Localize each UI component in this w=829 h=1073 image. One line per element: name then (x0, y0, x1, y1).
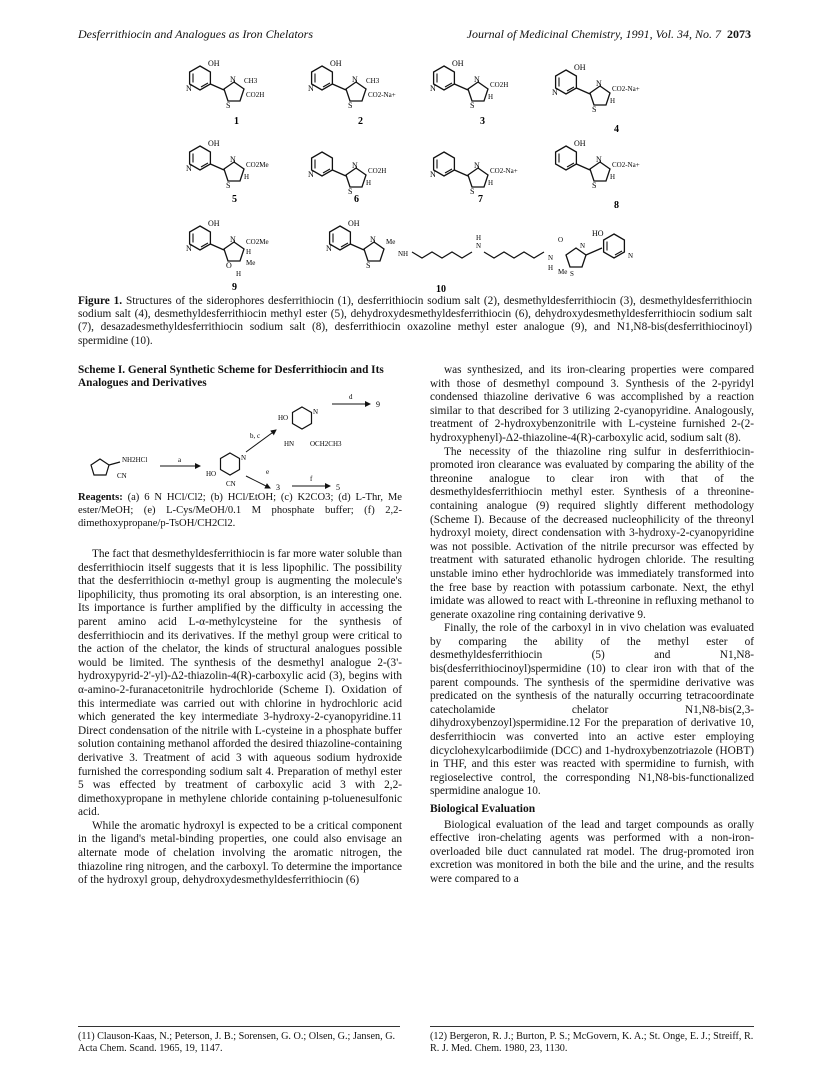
atom-label: H (610, 173, 616, 181)
scheme-title (78, 364, 398, 390)
compound-1-structure (186, 59, 264, 110)
atom-label: H (236, 270, 242, 278)
atom-label: CO2Me (246, 238, 269, 246)
atom-label: H (244, 173, 250, 181)
paragraph: While the aromatic hydroxyl is expected to be a critical component in the ligand's metal-binding properties, one could also envisage an alternate mode of chelation involving the aromatic nitrogen, the thiazoline ring nitrogen, and the carboxyl. To determine the importance of the hydroxyl group, dehydroxydesmethyldesferrithiocin (6) (78, 819, 402, 887)
atom-label: OH (348, 219, 360, 228)
compound-10-structure (326, 219, 633, 278)
figure-caption (78, 295, 752, 348)
atom-label: N (476, 242, 482, 250)
running-header-left: Desferrithiocin and Analogues as Iron Chelators (78, 27, 313, 41)
atom-label: CO2-Na+ (368, 91, 396, 99)
atom-label: O (226, 261, 232, 270)
atom-label: S (570, 270, 574, 278)
atom-label: OH (208, 219, 220, 228)
right-column (430, 364, 754, 887)
paragraph: Biological evaluation of the lead and target compounds as orally effective iron-chelating agents was performed with a non-iron-overloaded bile duct cannulated rat model. The drug-promoted iron excretion was monitored in both the bile and the urine, and the results were compared to a (430, 818, 754, 885)
atom-label: N (326, 244, 332, 253)
atom-label: N (628, 252, 634, 260)
compound-label-4: 4 (614, 124, 619, 135)
atom-label: OH (574, 139, 586, 148)
atom-label: CO2H (246, 91, 265, 99)
atom-label: H (476, 234, 482, 242)
compound-label-1: 1 (234, 116, 239, 127)
atom-label: S (366, 261, 371, 270)
footnote-12: (12) Bergeron, R. J.; Burton, P. S.; McGovern, K. A.; St. Onge, E. J.; Streiff, R. R. J. Med. Chem. 1980, 23, 1130. (430, 1026, 754, 1056)
section-heading: Biological Evaluation (430, 803, 536, 815)
step-label-f: f (310, 475, 313, 483)
compound-label-3: 3 (480, 116, 485, 127)
compound-label-6: 6 (354, 194, 359, 205)
atom-label: Me (246, 259, 256, 267)
atom-label: N (430, 170, 436, 179)
group-label: CN (117, 472, 127, 480)
atom-label: N (230, 155, 236, 164)
atom-label: N (430, 84, 436, 93)
atom-label: N (352, 75, 358, 84)
atom-label: S (348, 187, 353, 196)
atom-label: S (226, 181, 231, 190)
imidate-intermediate (278, 407, 342, 448)
product-label-9: 9 (376, 400, 380, 409)
atom-label: OH (452, 59, 464, 68)
atom-label: N (308, 84, 314, 93)
group-label: CN (226, 480, 236, 488)
atom-label: O (558, 236, 564, 244)
journal-citation: Journal of Medicinal Chemistry, 1991, Vol. 34, No. 7 (466, 27, 721, 41)
group-label: NH2HCl (122, 456, 148, 464)
group-label: HO (206, 470, 217, 478)
atom-label: H (548, 264, 554, 272)
atom-label: Me (386, 238, 396, 246)
atom-label: S (348, 101, 353, 110)
compound-6-structure (308, 152, 386, 196)
group-label: HO (278, 414, 289, 422)
paragraph: The fact that desmethyldesferrithiocin is far more water soluble than desferrithiocin itself suggests that it is less lipophilic. The possibility that the desferrithiocin α-methyl group is augmenting the molecule's lipophilicity, thus promoting its oral absorption, is an interesting one. Its importance is further amplified by the difficulty in accessing the parent amino acid L-α-methylcysteine for the synthesis of desferrithiocin and its derivatives. If the methyl group were critical to the action of the chelator, the kinds of structural analogues possible would be limited. The synthesis of the desmethyl analogue 2-(3'-hydroxypyrid-2'-yl)-Δ2-thiazolin-4(R)-carboxylic acid (3), begins with α-amino-2-furanacetonitrile hydrochloride (Scheme I). Oxidation of this intermediate was carried out with chlorine in hydrochloric acid which generated the key intermediate 3-hydroxy-2-cyanopyridine.11 Direct condensation of the nitrile with L-cysteine in a phosphate buffer solution containing methanol afforded the desired thiazoline-containing derivative 3. Treatment of acid 3 with aqueous sodium hydroxide furnished the corresponding sodium salt 4. Preparation of methyl ester 5 was effected by treatment of carboxylic acid 3 with 2,2-dimethoxypropane in methylene chloride containing p-toluenesulfonic acid. (78, 548, 402, 819)
furan-starting-material (91, 456, 147, 480)
compound-4-structure (552, 63, 640, 114)
paragraph: was synthesized, and its iron-clearing properties were compared with those of desmethyl compound 3. Synthesis of the 2-pyridyl condensed thiazoline derivative 6 was accomplished by a reaction similar to that described for 3 utilizing 2-cyanopyridine. Analogously, treatment of 2-hydroxybenzonitrile with L-cysteine furnished 2-(2-hydroxyphenyl)-Δ2-thiazoline-4(R)-carboxylic acid, sodium salt (8). (430, 364, 754, 444)
atom-label: OH (330, 59, 342, 68)
figure-caption-text: Structures of the siderophores desferrithiocin (1), desferrithiocin sodium salt (2), desmethyldesferrithiocin (3), desmethyldesferrithiocin sodium salt (4), desmethyldesferrithiocin methyl ester (5), dehydroxydesmethyldesferrithiocin (6), dehydroxydesmethyldesferrithiocin sodium salt (7), desazadesmethyldesferrithiocin sodium salt (8), desferrithiocin oxazoline methyl ester analogue (9), and N1,N8-bis(desferrithiocinoyl) spermidine (10). (78, 295, 753, 347)
atom-label: N (596, 79, 602, 88)
page-number: 2073 (727, 27, 751, 41)
reagents-text: (a) 6 N HCl/Cl2; (b) HCl/EtOH; (c) K2CO3; (d) L-Thr, Me ester/MeOH; (e) L-Cys/MeOH/0.1 M phosphate buffer; (f) 2,2-dimethoxypropane/p-TsOH/CH2Cl2. (78, 492, 402, 529)
group-label: N (313, 408, 319, 416)
atom-label: N (308, 170, 314, 179)
scheme-title-text: General Synthetic Scheme for Desferrithiocin and Its Analogues and Derivatives (78, 364, 384, 390)
atom-label: Me (558, 268, 568, 276)
group-label: N (241, 454, 247, 462)
atom-label: N (548, 254, 554, 262)
paragraph: The necessity of the thiazoline ring sulfur in desferrithiocin-promoted iron clearance was evaluated by comparing the ability of the threonine analogue to clear iron with that of the desmethyldesferrithiocin methyl ester. Synthesis of a threonine-containing analogue (9) required slightly different methodology (Scheme I). Because of the decreased nucleophilicity of the threonyl hydroxyl moiety, direct condensation with 3-hydroxy-2-cyanopyridine was not possible. Activation of the nitrile precursor was effected by treatment with saturated ethanolic hydrogen chloride. The resulting unstable imino ether hydrochloride was immediately transformed into the free base by reaction with potassium carbonate. Next, the ethyl imidate was allowed to react with L-threonine in refluxing methanol to generate oxazoline ring containing derivative 9. (430, 445, 754, 621)
atom-label: H (488, 179, 494, 187)
compound-3-structure (430, 59, 508, 110)
figure-1-structures (0, 40, 829, 295)
atom-label: H (246, 248, 252, 256)
atom-label: N (352, 161, 358, 170)
atom-label: OH (208, 139, 220, 148)
footnote-11: (11) Clauson-Kaas, N.; Peterson, J. B.; Sorensen, G. O.; Olsen, G.; Jansen, G. Acta Chem. Scand. 1965, 19, 1147. (78, 1026, 400, 1056)
atom-label: S (592, 105, 597, 114)
atom-label: N (580, 242, 586, 250)
step-label-d: d (349, 393, 353, 401)
compound-label-10: 10 (436, 284, 446, 295)
compound-8-structure (556, 139, 640, 190)
hydroxycyanopyridine (206, 453, 246, 488)
compound-label-5: 5 (232, 194, 237, 205)
atom-label: CO2-Na+ (612, 161, 640, 169)
step-label-a: a (178, 456, 182, 464)
atom-label: H (488, 93, 494, 101)
atom-label: CO2H (490, 81, 509, 89)
reagents-label: Reagents: (78, 492, 123, 503)
atom-label: N (474, 161, 480, 170)
compound-label-9: 9 (232, 282, 237, 293)
atom-label: CO2H (368, 167, 387, 175)
compound-label-7: 7 (478, 194, 483, 205)
step-label-e: e (266, 468, 270, 476)
group-label: OCH2CH3 (310, 440, 342, 448)
group-label: HN (284, 440, 295, 448)
atom-label: CH3 (366, 77, 380, 85)
step-e-arrow (246, 476, 270, 488)
scheme-title-label: Scheme I. (78, 364, 126, 376)
atom-label: N (370, 235, 376, 244)
compound-9-structure (186, 219, 269, 278)
atom-label: S (592, 181, 597, 190)
product-label-5: 5 (336, 483, 340, 490)
atom-label: N (596, 155, 602, 164)
paragraph: Finally, the role of the carboxyl in in vivo chelation was evaluated by comparing the ability of the methyl ester of desmethyldesferrithiocin (5) and N1,N8-bis(desferrithiocinoyl)spermidine (10) to clear iron with that of the parent compounds. The synthesis of the spermidine derivative was predicated on the synthesis of the naturally occurring tetracoordinate catecholamide chelator N1,N8-bis(2,3-dihydroxybenzoyl)spermidine.12 For the preparation of derivative 10, desferrithiocin was converted into an active ester employing dicyclohexylcarbodiimide (DCC) and 1-hydroxybenzotriazole (HOBT) in THF, and this ester was reacted with spermidine to furnish, with regioselective control, the corresponding N1,N8-bis-functionalized spermidine analogue 10. (430, 622, 754, 798)
atom-label: N (230, 75, 236, 84)
compound-7-structure (430, 152, 518, 196)
atom-label: OH (574, 63, 586, 72)
product-label-3: 3 (276, 483, 280, 490)
atom-label: H (610, 97, 616, 105)
atom-label: N (474, 75, 480, 84)
atom-label: S (470, 101, 475, 110)
atom-label: CH3 (244, 77, 258, 85)
scheme-reagents (78, 492, 402, 530)
atom-label: S (226, 101, 231, 110)
compound-5-structure (186, 139, 269, 190)
atom-label: CO2-Na+ (612, 85, 640, 93)
atom-label: N (552, 88, 558, 97)
atom-label: N (186, 84, 192, 93)
atom-label: N (186, 164, 192, 173)
atom-label: HO (592, 229, 604, 238)
atom-label: CO2-Na+ (490, 167, 518, 175)
atom-label: CO2Me (246, 161, 269, 169)
atom-label: N (230, 235, 236, 244)
figure-caption-label: Figure 1. (78, 295, 123, 307)
compound-2-structure (308, 59, 396, 110)
atom-label: S (470, 187, 475, 196)
scheme-1-diagram (70, 390, 400, 490)
compound-label-2: 2 (358, 116, 363, 127)
step-label-bc: b, c (250, 432, 261, 440)
compound-label-8: 8 (614, 200, 619, 211)
left-column (78, 548, 402, 888)
atom-label: H (366, 179, 372, 187)
atom-label: OH (208, 59, 220, 68)
atom-label: N (186, 244, 192, 253)
atom-label: NH (398, 250, 409, 258)
